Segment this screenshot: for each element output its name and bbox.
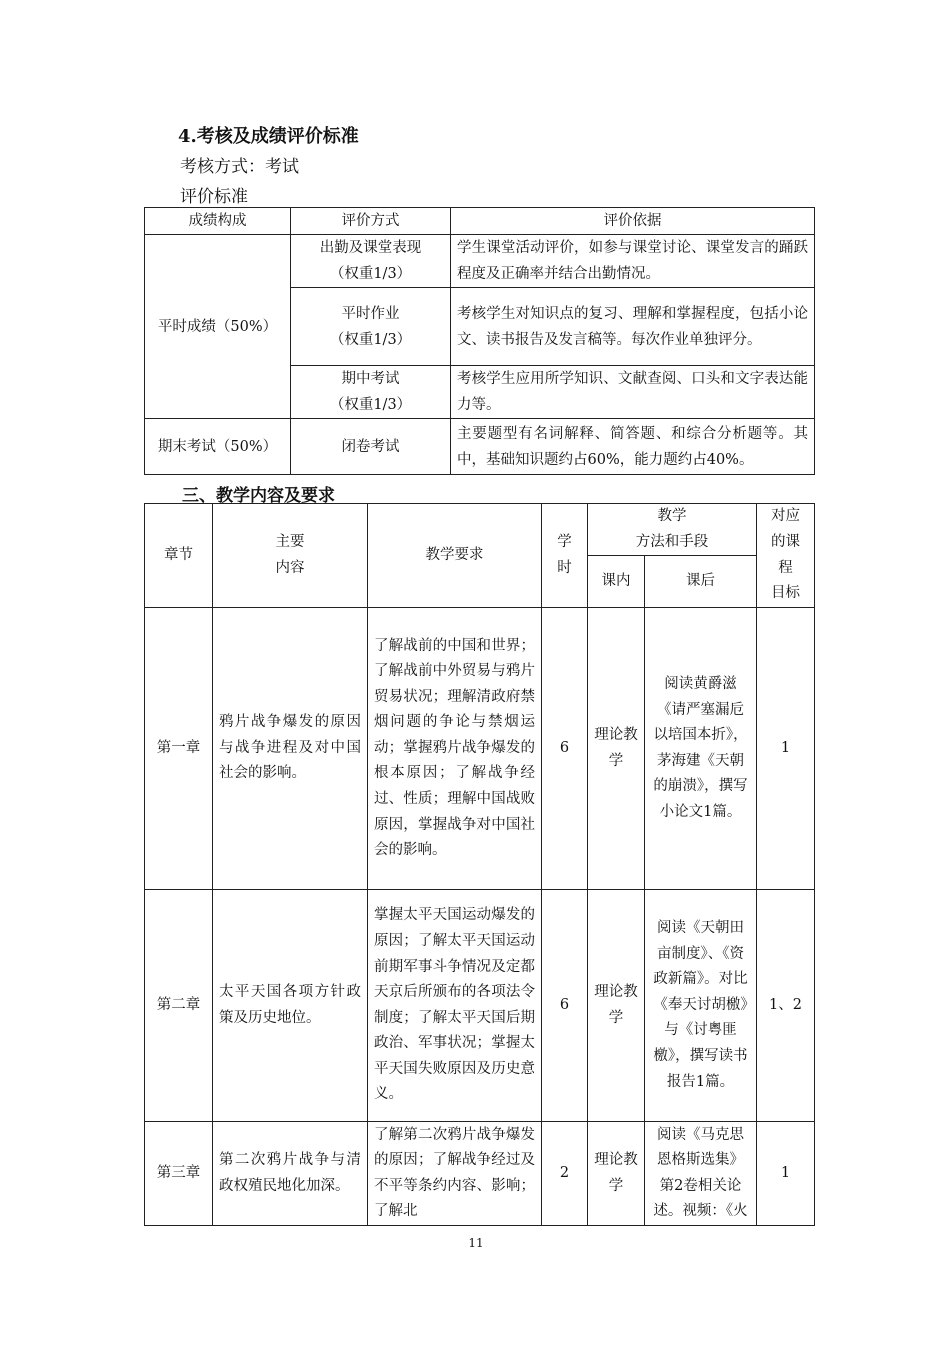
- after-class-cell: 阅读《马克思恩格斯选集》第2卷相关论述。视频：《火: [645, 1122, 757, 1226]
- header-main-content: [213, 504, 368, 608]
- in-class-cell: 理论教学: [588, 608, 645, 890]
- header-main-content-line: 主要: [275, 534, 305, 550]
- header-main-content-line: 内容: [275, 559, 305, 576]
- method-cell: [291, 288, 451, 366]
- header-in-class: 课内: [588, 556, 645, 608]
- after-class-cell: 阅读黄爵滋《请严塞漏卮以培国本折》，茅海建《天朝的崩溃》，撰写小论文1篇。: [645, 608, 757, 890]
- method-weight: （权重1/3）: [329, 331, 412, 348]
- content-table: [144, 503, 815, 1226]
- header-methods: [588, 504, 757, 556]
- method-line: 平时作业: [341, 305, 400, 322]
- table-row: [145, 608, 815, 890]
- method-cell: [291, 235, 451, 288]
- requirements-cell: 掌握太平天国运动爆发的原因；了解太平天国运动前期军事斗争情况及定都天京后所颁布的各项法令制度；了解太平天国后期政治、军事状况；掌握太平天国失败原因及历史意义。: [368, 890, 542, 1122]
- in-class-cell: 理论教学: [588, 1122, 645, 1226]
- component-final: 期末考试（50%）: [145, 419, 291, 475]
- component-regular: 平时成绩（50%）: [145, 235, 291, 419]
- header-methods-line: 教学: [657, 508, 687, 524]
- objective-cell: 1: [757, 608, 815, 890]
- requirements-cell: 了解战前的中国和世界；了解战前中外贸易与鸦片贸易状况；理解清政府禁烟问题的争论与禁烟运动；掌握鸦片战争爆发的根本原因；了解战争经过、性质；理解中国战败原因，掌握战争对中国社会的影响。: [368, 608, 542, 890]
- hours-cell: 2: [542, 1122, 588, 1226]
- grading-table: [144, 207, 815, 475]
- method-line: 闭卷考试: [341, 438, 400, 455]
- objective-cell: 1: [757, 1122, 815, 1226]
- header-objective-line: 对应: [771, 508, 800, 525]
- after-class-cell: 阅读《天朝田亩制度》、《资政新篇》。对比《奉天讨胡檄》与《讨粤匪檄》，撰写读书报告1篇。: [645, 890, 757, 1122]
- header-requirements: 教学要求: [368, 504, 542, 608]
- header-objective-line: 的课: [771, 534, 800, 550]
- requirements-cell: 了解第二次鸦片战争爆发的原因；了解战争经过及不平等条约内容、影响；了解北: [368, 1122, 542, 1226]
- hours-cell: 6: [542, 608, 588, 890]
- header-basis: 评价依据: [451, 208, 815, 235]
- section-heading-assessment: 4.考核及成绩评价标准: [178, 126, 359, 147]
- objective-cell: 1、2: [757, 890, 815, 1122]
- header-hours-line: 学: [557, 534, 572, 550]
- table-row: [145, 1122, 815, 1226]
- in-class-cell: 理论教学: [588, 890, 645, 1122]
- method-cell: [291, 366, 451, 419]
- method-line: 出勤及课堂表现: [319, 240, 422, 256]
- basis-cell: 学生课堂活动评价，如参与课堂讨论、课堂发言的踊跃程度及正确率并结合出勤情况。: [451, 235, 815, 288]
- header-methods-line: 方法和手段: [635, 533, 709, 550]
- header-hours: [542, 504, 588, 608]
- hours-cell: 6: [542, 890, 588, 1122]
- header-objective-line: 程: [778, 559, 793, 576]
- basis-cell: 考核学生对知识点的复习、理解和掌握程度，包括小论文、读书报告及发言稿等。每次作业单独评分。: [451, 288, 815, 366]
- header-chapter: 章节: [145, 504, 213, 608]
- main-content-cell: 太平天国各项方针政策及历史地位。: [213, 890, 368, 1122]
- header-method: 评价方式: [291, 208, 451, 235]
- basis-cell: 考核学生应用所学知识、文献查阅、口头和文字表达能力等。: [451, 366, 815, 419]
- main-content-cell: 第二次鸦片战争与清政权殖民地化加深。: [213, 1122, 368, 1226]
- method-cell: [291, 419, 451, 475]
- method-line: 期中考试: [341, 371, 400, 387]
- header-objective-line: 目标: [771, 585, 800, 602]
- chapter-cell: 第三章: [145, 1122, 213, 1226]
- main-content-cell: 鸦片战争爆发的原因与战争进程及对中国社会的影响。: [213, 608, 368, 890]
- table-row: [145, 890, 815, 1122]
- criteria-label: 评价标准: [180, 187, 248, 207]
- header-objective: [757, 504, 815, 608]
- assessment-method: 考核方式：考试: [180, 157, 299, 177]
- chapter-cell: 第一章: [145, 608, 213, 890]
- basis-cell: 主要题型有名词解释、简答题、和综合分析题等。其中，基础知识题约占60%，能力题约占40%。: [451, 419, 815, 475]
- header-component: 成绩构成: [145, 208, 291, 235]
- method-weight: （权重1/3）: [329, 397, 412, 413]
- method-weight: （权重1/3）: [329, 266, 412, 282]
- section-heading-content: 三、教学内容及要求: [182, 486, 335, 506]
- chapter-cell: 第二章: [145, 890, 213, 1122]
- header-hours-line: 时: [557, 559, 572, 576]
- page-number: 11: [468, 1236, 484, 1250]
- header-after-class: 课后: [645, 556, 757, 608]
